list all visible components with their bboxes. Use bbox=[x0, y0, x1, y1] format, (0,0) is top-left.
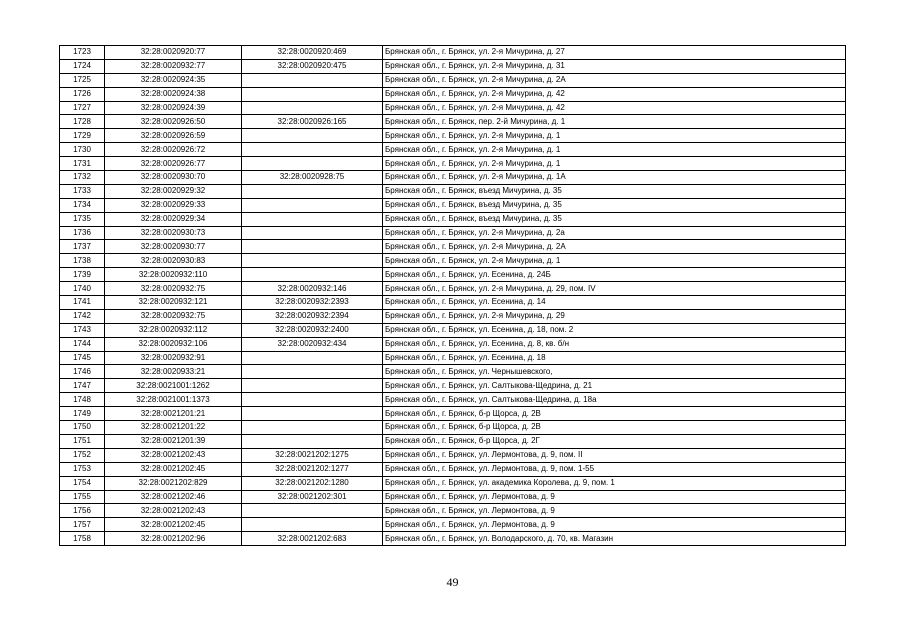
cadastral-number-cell: 32:28:0020932:77 bbox=[105, 59, 242, 73]
cadastral-number-cell: 32:28:0020920:77 bbox=[105, 46, 242, 60]
parent-cadastral-number-cell bbox=[242, 393, 383, 407]
page-number: 49 bbox=[446, 575, 459, 589]
parent-cadastral-number-cell: 32:28:0021202:1280 bbox=[242, 476, 383, 490]
row-number-cell: 1750 bbox=[60, 421, 105, 435]
address-cell: Брянская обл., г. Брянск, ул. Есенина, д. 24Б bbox=[383, 268, 846, 282]
cadastral-number-cell: 32:28:0020932:106 bbox=[105, 337, 242, 351]
table-row bbox=[60, 421, 846, 435]
address-cell: Брянская обл., г. Брянск, ул. Есенина, д. 8, кв. б/н bbox=[383, 337, 846, 351]
parent-cadastral-number-cell: 32:28:0021202:683 bbox=[242, 532, 383, 546]
address-cell: Брянская обл., г. Брянск, ул. Володарского, д. 70, кв. Магазин bbox=[383, 532, 846, 546]
address-cell: Брянская обл., г. Брянск, ул. Лермонтова, д. 9, пом. II bbox=[383, 448, 846, 462]
parent-cadastral-number-cell bbox=[242, 101, 383, 115]
table-row bbox=[60, 101, 846, 115]
row-number-cell: 1733 bbox=[60, 184, 105, 198]
table-row bbox=[60, 309, 846, 323]
table-row bbox=[60, 226, 846, 240]
table-row bbox=[60, 198, 846, 212]
row-number-cell: 1737 bbox=[60, 240, 105, 254]
address-cell: Брянская обл., г. Брянск, ул. 2-я Мичурина, д. 1 bbox=[383, 129, 846, 143]
address-cell: Брянская обл., г. Брянск, ул. 2-я Мичурина, д. 42 bbox=[383, 87, 846, 101]
parent-cadastral-number-cell bbox=[242, 87, 383, 101]
cadastral-number-cell: 32:28:0020930:83 bbox=[105, 254, 242, 268]
row-number-cell: 1734 bbox=[60, 198, 105, 212]
row-number-cell: 1725 bbox=[60, 73, 105, 87]
row-number-cell: 1756 bbox=[60, 504, 105, 518]
address-cell: Брянская обл., г. Брянск, въезд Мичурина, д. 35 bbox=[383, 184, 846, 198]
row-number-cell: 1749 bbox=[60, 407, 105, 421]
cadastral-number-cell: 32:28:0020929:34 bbox=[105, 212, 242, 226]
table-row bbox=[60, 476, 846, 490]
parent-cadastral-number-cell bbox=[242, 226, 383, 240]
cadastral-number-cell: 32:28:0020932:75 bbox=[105, 282, 242, 296]
address-cell: Брянская обл., г. Брянск, пер. 2-й Мичурина, д. 1 bbox=[383, 115, 846, 129]
row-number-cell: 1741 bbox=[60, 296, 105, 310]
table-row bbox=[60, 73, 846, 87]
row-number-cell: 1724 bbox=[60, 59, 105, 73]
parent-cadastral-number-cell bbox=[242, 518, 383, 532]
cadastral-number-cell: 32:28:0020932:110 bbox=[105, 268, 242, 282]
address-cell: Брянская обл., г. Брянск, въезд Мичурина, д. 35 bbox=[383, 198, 846, 212]
parent-cadastral-number-cell bbox=[242, 73, 383, 87]
cadastral-number-cell: 32:28:0021201:22 bbox=[105, 421, 242, 435]
table-row bbox=[60, 518, 846, 532]
table-row bbox=[60, 337, 846, 351]
row-number-cell: 1753 bbox=[60, 462, 105, 476]
cadastral-number-cell: 32:28:0021202:96 bbox=[105, 532, 242, 546]
table-row bbox=[60, 46, 846, 60]
parent-cadastral-number-cell bbox=[242, 268, 383, 282]
table-row bbox=[60, 490, 846, 504]
table-row bbox=[60, 157, 846, 171]
address-cell: Брянская обл., г. Брянск, б-р Щорса, д. 2В bbox=[383, 407, 846, 421]
address-cell: Брянская обл., г. Брянск, ул. 2-я Мичурина, д. 1 bbox=[383, 157, 846, 171]
row-number-cell: 1752 bbox=[60, 448, 105, 462]
row-number-cell: 1742 bbox=[60, 309, 105, 323]
row-number-cell: 1743 bbox=[60, 323, 105, 337]
parent-cadastral-number-cell bbox=[242, 254, 383, 268]
cadastral-number-cell: 32:28:0021001:1373 bbox=[105, 393, 242, 407]
row-number-cell: 1731 bbox=[60, 157, 105, 171]
cadastral-number-cell: 32:28:0020926:50 bbox=[105, 115, 242, 129]
cadastral-number-cell: 32:28:0021202:43 bbox=[105, 448, 242, 462]
address-cell: Брянская обл., г. Брянск, ул. 2-я Мичурина, д. 27 bbox=[383, 46, 846, 60]
address-cell: Брянская обл., г. Брянск, ул. Есенина, д. 14 bbox=[383, 296, 846, 310]
parent-cadastral-number-cell bbox=[242, 434, 383, 448]
row-number-cell: 1754 bbox=[60, 476, 105, 490]
registry-table bbox=[59, 45, 846, 546]
parent-cadastral-number-cell bbox=[242, 365, 383, 379]
address-cell: Брянская обл., г. Брянск, ул. 2-я Мичурина, д. 42 bbox=[383, 101, 846, 115]
table-row bbox=[60, 365, 846, 379]
table-row bbox=[60, 434, 846, 448]
row-number-cell: 1728 bbox=[60, 115, 105, 129]
row-number-cell: 1748 bbox=[60, 393, 105, 407]
cadastral-number-cell: 32:28:0021202:43 bbox=[105, 504, 242, 518]
row-number-cell: 1739 bbox=[60, 268, 105, 282]
table-row bbox=[60, 268, 846, 282]
table-row bbox=[60, 323, 846, 337]
address-cell: Брянская обл., г. Брянск, ул. 2-я Мичурина, д. 2А bbox=[383, 240, 846, 254]
address-cell: Брянская обл., г. Брянск, б-р Щорса, д. 2В bbox=[383, 421, 846, 435]
parent-cadastral-number-cell bbox=[242, 240, 383, 254]
cadastral-number-cell: 32:28:0020932:121 bbox=[105, 296, 242, 310]
table-row bbox=[60, 254, 846, 268]
address-cell: Брянская обл., г. Брянск, ул. 2-я Мичурина, д. 31 bbox=[383, 59, 846, 73]
address-cell: Брянская обл., г. Брянск, ул. Салтыкова-Щедрина, д. 18а bbox=[383, 393, 846, 407]
parent-cadastral-number-cell bbox=[242, 212, 383, 226]
table-row bbox=[60, 296, 846, 310]
cadastral-number-cell: 32:28:0020932:91 bbox=[105, 351, 242, 365]
address-cell: Брянская обл., г. Брянск, ул. Салтыкова-Щедрина, д. 21 bbox=[383, 379, 846, 393]
table-row bbox=[60, 393, 846, 407]
cadastral-number-cell: 32:28:0021202:45 bbox=[105, 518, 242, 532]
parent-cadastral-number-cell bbox=[242, 184, 383, 198]
cadastral-number-cell: 32:28:0020929:33 bbox=[105, 198, 242, 212]
table-row bbox=[60, 504, 846, 518]
cadastral-number-cell: 32:28:0021202:46 bbox=[105, 490, 242, 504]
address-cell: Брянская обл., г. Брянск, ул. 2-я Мичурина, д. 29, пом. IV bbox=[383, 282, 846, 296]
parent-cadastral-number-cell: 32:28:0020932:2394 bbox=[242, 309, 383, 323]
row-number-cell: 1726 bbox=[60, 87, 105, 101]
parent-cadastral-number-cell bbox=[242, 351, 383, 365]
row-number-cell: 1723 bbox=[60, 46, 105, 60]
address-cell: Брянская обл., г. Брянск, ул. Лермонтова, д. 9 bbox=[383, 504, 846, 518]
cadastral-number-cell: 32:28:0020932:112 bbox=[105, 323, 242, 337]
cadastral-number-cell: 32:28:0020924:35 bbox=[105, 73, 242, 87]
parent-cadastral-number-cell: 32:28:0020920:475 bbox=[242, 59, 383, 73]
address-cell: Брянская обл., г. Брянск, б-р Щорса, д. 2Г bbox=[383, 434, 846, 448]
table-row bbox=[60, 143, 846, 157]
parent-cadastral-number-cell: 32:28:0020932:2393 bbox=[242, 296, 383, 310]
parent-cadastral-number-cell: 32:28:0020932:146 bbox=[242, 282, 383, 296]
table-row bbox=[60, 184, 846, 198]
parent-cadastral-number-cell bbox=[242, 129, 383, 143]
row-number-cell: 1732 bbox=[60, 171, 105, 185]
table-row bbox=[60, 407, 846, 421]
row-number-cell: 1747 bbox=[60, 379, 105, 393]
cadastral-number-cell: 32:28:0020924:39 bbox=[105, 101, 242, 115]
cadastral-number-cell: 32:28:0020930:70 bbox=[105, 171, 242, 185]
table-row bbox=[60, 379, 846, 393]
cadastral-number-cell: 32:28:0021202:45 bbox=[105, 462, 242, 476]
cadastral-number-cell: 32:28:0020924:38 bbox=[105, 87, 242, 101]
parent-cadastral-number-cell: 32:28:0020928:75 bbox=[242, 171, 383, 185]
address-cell: Брянская обл., г. Брянск, ул. Лермонтова, д. 9 bbox=[383, 490, 846, 504]
table-row bbox=[60, 171, 846, 185]
address-cell: Брянская обл., г. Брянск, ул. 2-я Мичурина, д. 1 bbox=[383, 254, 846, 268]
address-cell: Брянская обл., г. Брянск, ул. 2-я Мичурина, д. 29 bbox=[383, 309, 846, 323]
row-number-cell: 1735 bbox=[60, 212, 105, 226]
row-number-cell: 1727 bbox=[60, 101, 105, 115]
row-number-cell: 1744 bbox=[60, 337, 105, 351]
registry-table-body bbox=[60, 46, 846, 546]
table-row bbox=[60, 532, 846, 546]
cadastral-number-cell: 32:28:0020932:75 bbox=[105, 309, 242, 323]
table-row bbox=[60, 59, 846, 73]
table-row bbox=[60, 351, 846, 365]
parent-cadastral-number-cell: 32:28:0021202:301 bbox=[242, 490, 383, 504]
address-cell: Брянская обл., г. Брянск, ул. Чернышевского, bbox=[383, 365, 846, 379]
row-number-cell: 1746 bbox=[60, 365, 105, 379]
cadastral-number-cell: 32:28:0020930:73 bbox=[105, 226, 242, 240]
address-cell: Брянская обл., г. Брянск, ул. Есенина, д. 18 bbox=[383, 351, 846, 365]
row-number-cell: 1755 bbox=[60, 490, 105, 504]
address-cell: Брянская обл., г. Брянск, ул. Лермонтова, д. 9, пом. 1-55 bbox=[383, 462, 846, 476]
parent-cadastral-number-cell bbox=[242, 504, 383, 518]
address-cell: Брянская обл., г. Брянск, ул. 2-я Мичурина, д. 1 bbox=[383, 143, 846, 157]
cadastral-number-cell: 32:28:0020926:77 bbox=[105, 157, 242, 171]
cadastral-number-cell: 32:28:0020933:21 bbox=[105, 365, 242, 379]
parent-cadastral-number-cell bbox=[242, 143, 383, 157]
table-row bbox=[60, 129, 846, 143]
parent-cadastral-number-cell: 32:28:0020920:469 bbox=[242, 46, 383, 60]
address-cell: Брянская обл., г. Брянск, ул. Лермонтова, д. 9 bbox=[383, 518, 846, 532]
address-cell: Брянская обл., г. Брянск, ул. Есенина, д. 18, пом. 2 bbox=[383, 323, 846, 337]
address-cell: Брянская обл., г. Брянск, ул. 2-я Мичурина, д. 2а bbox=[383, 226, 846, 240]
row-number-cell: 1736 bbox=[60, 226, 105, 240]
address-cell: Брянская обл., г. Брянск, въезд Мичурина, д. 35 bbox=[383, 212, 846, 226]
row-number-cell: 1740 bbox=[60, 282, 105, 296]
cadastral-number-cell: 32:28:0020926:72 bbox=[105, 143, 242, 157]
address-cell: Брянская обл., г. Брянск, ул. 2-я Мичурина, д. 1А bbox=[383, 171, 846, 185]
row-number-cell: 1745 bbox=[60, 351, 105, 365]
cadastral-number-cell: 32:28:0020930:77 bbox=[105, 240, 242, 254]
parent-cadastral-number-cell: 32:28:0021202:1275 bbox=[242, 448, 383, 462]
cadastral-number-cell: 32:28:0020929:32 bbox=[105, 184, 242, 198]
parent-cadastral-number-cell: 32:28:0020926:165 bbox=[242, 115, 383, 129]
cadastral-number-cell: 32:28:0021202:829 bbox=[105, 476, 242, 490]
parent-cadastral-number-cell bbox=[242, 157, 383, 171]
parent-cadastral-number-cell: 32:28:0020932:2400 bbox=[242, 323, 383, 337]
parent-cadastral-number-cell bbox=[242, 379, 383, 393]
table-row bbox=[60, 212, 846, 226]
parent-cadastral-number-cell: 32:28:0021202:1277 bbox=[242, 462, 383, 476]
address-cell: Брянская обл., г. Брянск, ул. 2-я Мичурина, д. 2А bbox=[383, 73, 846, 87]
parent-cadastral-number-cell: 32:28:0020932:434 bbox=[242, 337, 383, 351]
row-number-cell: 1729 bbox=[60, 129, 105, 143]
table-row bbox=[60, 282, 846, 296]
row-number-cell: 1738 bbox=[60, 254, 105, 268]
table-row bbox=[60, 115, 846, 129]
cadastral-number-cell: 32:28:0020926:59 bbox=[105, 129, 242, 143]
parent-cadastral-number-cell bbox=[242, 407, 383, 421]
cadastral-number-cell: 32:28:0021201:21 bbox=[105, 407, 242, 421]
row-number-cell: 1757 bbox=[60, 518, 105, 532]
row-number-cell: 1730 bbox=[60, 143, 105, 157]
table-row bbox=[60, 462, 846, 476]
parent-cadastral-number-cell bbox=[242, 421, 383, 435]
row-number-cell: 1751 bbox=[60, 434, 105, 448]
table-row bbox=[60, 448, 846, 462]
cadastral-number-cell: 32:28:0021201:39 bbox=[105, 434, 242, 448]
cadastral-number-cell: 32:28:0021001:1262 bbox=[105, 379, 242, 393]
address-cell: Брянская обл., г. Брянск, ул. академика Королева, д. 9, пом. 1 bbox=[383, 476, 846, 490]
row-number-cell: 1758 bbox=[60, 532, 105, 546]
table-row bbox=[60, 240, 846, 254]
parent-cadastral-number-cell bbox=[242, 198, 383, 212]
table-row bbox=[60, 87, 846, 101]
